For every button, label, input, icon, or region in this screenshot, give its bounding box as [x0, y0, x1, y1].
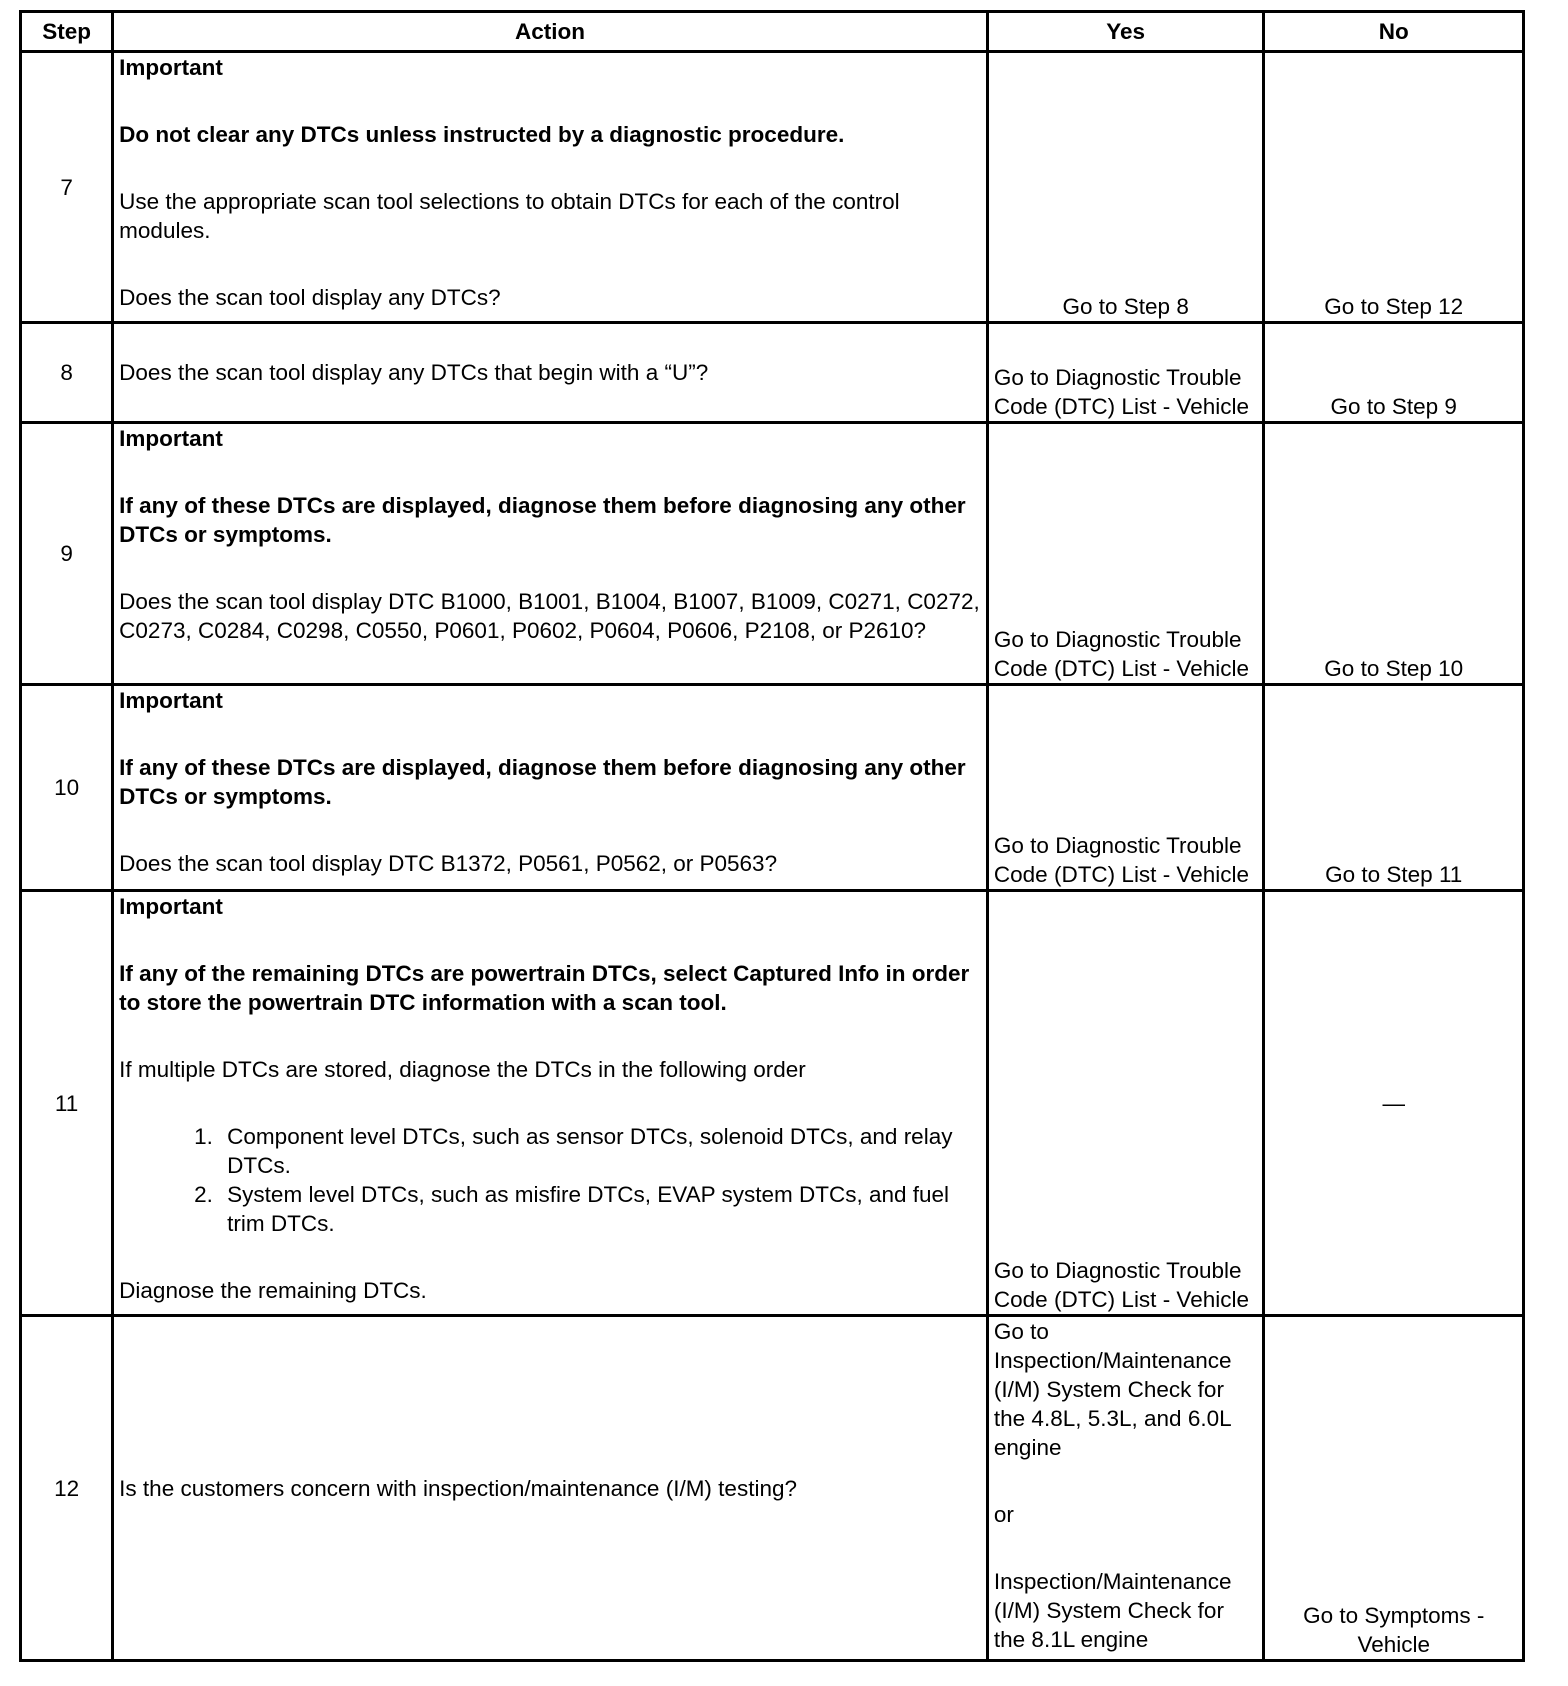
- step-number: 8: [21, 323, 113, 423]
- no-result-text: Go to Step 11: [1325, 862, 1463, 887]
- action-cell: [113, 685, 988, 891]
- header-no: No: [1264, 12, 1524, 52]
- no-result[interactable]: [1264, 323, 1524, 423]
- table-row: [21, 423, 1524, 685]
- action-question: Diagnose the remaining DTCs.: [119, 1278, 427, 1303]
- action-text: Use the appropriate scan tool selections to obtain DTCs for each of the control modules.: [119, 189, 900, 243]
- table-row: [21, 1316, 1524, 1661]
- important-label: Important: [119, 426, 223, 451]
- diagnostic-steps-table: [19, 10, 1525, 1662]
- important-label: Important: [119, 55, 223, 80]
- action-cell: [113, 1316, 988, 1661]
- step-number: 10: [21, 685, 113, 891]
- table-header-row: [21, 12, 1524, 52]
- no-result-text: Go to Symptoms - Vehicle: [1303, 1603, 1485, 1657]
- no-result-text: Go to Step 10: [1324, 656, 1464, 681]
- important-label: Important: [119, 894, 223, 919]
- diagnostic-document: [19, 10, 1525, 1662]
- action-text: If multiple DTCs are stored, diagnose the DTCs in the following order: [119, 1057, 806, 1082]
- yes-result[interactable]: [987, 323, 1264, 423]
- no-result-text: Go to Step 9: [1330, 394, 1457, 419]
- no-result-text: —: [1382, 1090, 1405, 1116]
- step-number: 7: [21, 52, 113, 323]
- im-check-link-4-8l[interactable]: Go to Inspection/Maintenance (I/M) System Check for the 4.8L, 5.3L, and 6.0L engine: [993, 1319, 1232, 1460]
- table-row: [21, 891, 1524, 1316]
- action-cell: [113, 423, 988, 685]
- or-separator: or: [993, 1502, 1014, 1527]
- action-cell: [113, 323, 988, 423]
- table-row: [21, 685, 1524, 891]
- list-item: 1. Component level DTCs, such as sensor DTCs, solenoid DTCs, and relay DTCs.: [219, 1122, 981, 1180]
- yes-result-text: Go to Diagnostic Trouble Code (DTC) List - Vehicle: [993, 627, 1249, 681]
- header-yes: Yes: [987, 12, 1264, 52]
- important-note: Do not clear any DTCs unless instructed by a diagnostic procedure.: [119, 122, 845, 147]
- list-item: 2. System level DTCs, such as misfire DTCs, EVAP system DTCs, and fuel trim DTCs.: [219, 1180, 981, 1238]
- header-action: Action: [113, 12, 988, 52]
- action-question: Is the customers concern with inspection/maintenance (I/M) testing?: [119, 1475, 797, 1501]
- yes-result-text: Go to Diagnostic Trouble Code (DTC) List - Vehicle: [993, 833, 1249, 887]
- yes-result[interactable]: [987, 891, 1264, 1316]
- no-result[interactable]: [1264, 423, 1524, 685]
- yes-result-text: Go to Step 8: [1062, 294, 1189, 319]
- no-result[interactable]: [1264, 1316, 1524, 1661]
- no-result: [1264, 891, 1524, 1316]
- action-cell: [113, 52, 988, 323]
- action-cell: [113, 891, 988, 1316]
- yes-result-text: Go to Diagnostic Trouble Code (DTC) List - Vehicle: [993, 1258, 1249, 1312]
- yes-result-text: Go to Diagnostic Trouble Code (DTC) List - Vehicle: [993, 365, 1249, 419]
- step-number: 9: [21, 423, 113, 685]
- important-note: If any of these DTCs are displayed, diagnose them before diagnosing any other DTCs or symptoms.: [119, 493, 966, 547]
- yes-result[interactable]: [987, 685, 1264, 891]
- action-question: Does the scan tool display any DTCs that begin with a “U”?: [119, 360, 709, 385]
- im-check-link-8-1l[interactable]: Inspection/Maintenance (I/M) System Check for the 8.1L engine: [993, 1569, 1232, 1652]
- action-question: Does the scan tool display any DTCs?: [119, 285, 501, 310]
- yes-result: [987, 1316, 1264, 1661]
- yes-result[interactable]: [987, 52, 1264, 323]
- step-number: 11: [21, 891, 113, 1316]
- important-label: Important: [119, 688, 223, 713]
- no-result[interactable]: [1264, 52, 1524, 323]
- action-question: Does the scan tool display DTC B1000, B1001, B1004, B1007, B1009, C0271, C0272, C0273, C0284, C0298, C0550, P0601, P0602, P0604, P0606, P2108, or P2610?: [119, 589, 980, 643]
- table-row: [21, 52, 1524, 323]
- step-number: 12: [21, 1316, 113, 1661]
- action-question: Does the scan tool display DTC B1372, P0561, P0562, or P0563?: [119, 851, 778, 876]
- important-note: If any of the remaining DTCs are powertrain DTCs, select Captured Info in order to store the powertrain DTC information with a scan tool.: [119, 961, 970, 1015]
- no-result-text: Go to Step 12: [1324, 294, 1464, 319]
- important-note: If any of these DTCs are displayed, diagnose them before diagnosing any other DTCs or symptoms.: [119, 755, 966, 809]
- diagnose-order-list: [119, 1122, 981, 1238]
- header-step: Step: [21, 12, 113, 52]
- no-result[interactable]: [1264, 685, 1524, 891]
- table-row: [21, 323, 1524, 423]
- yes-result[interactable]: [987, 423, 1264, 685]
